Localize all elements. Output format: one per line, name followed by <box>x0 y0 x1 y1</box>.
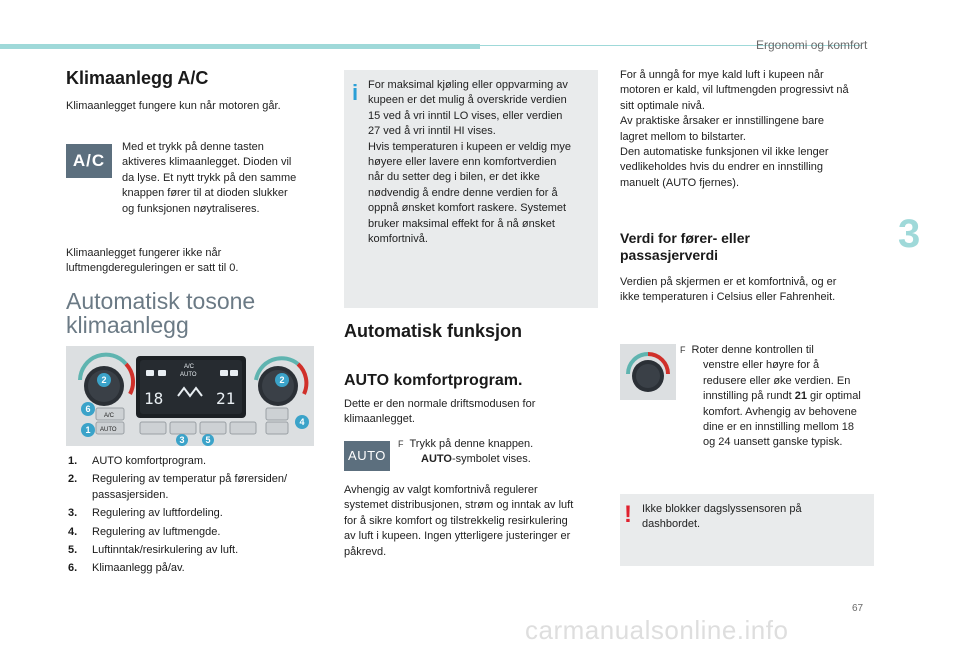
rotate-line: dine er en innstilling mellom 18 <box>703 421 855 434</box>
subtitle-auto-program: AUTO komfortprogram. <box>344 372 523 389</box>
section-title-dual-zone <box>66 289 255 337</box>
right-temp-display: 21 <box>216 389 236 408</box>
rotate-instruction <box>680 343 876 451</box>
info-line: nødvendig å endre denne verdien for å <box>368 186 558 199</box>
info-line: høyere eller lavere enn komfortverdien <box>368 156 557 169</box>
note-line: For å unngå for mye kald luft i kupeen når <box>620 69 824 81</box>
auto-notes <box>620 68 876 191</box>
callout-3: 3 <box>179 435 185 445</box>
press-line: Trykk på denne knappen. <box>409 438 534 450</box>
auto-intro <box>344 397 535 428</box>
running-title: Ergonomi og komfort <box>756 38 868 52</box>
info-line: komfortnivå. <box>368 233 428 246</box>
note-line: Av praktiske årsaker er innstillingene bare <box>620 115 825 128</box>
rotate-line: Roter denne kontrollen til <box>691 344 814 356</box>
auto-body-line: for å sikre komfort og tilstrekkelig resirkulering <box>344 514 568 527</box>
auto-symbol-label: AUTO <box>421 453 452 466</box>
rotate-line: komfort. Avhengig av behovene <box>703 405 857 418</box>
ac-text-line: da lyse. Et nytt trykk på den samme <box>122 171 297 184</box>
climate-control-panel-illustration <box>66 346 314 446</box>
legend-item: 3. Regulering av luftfordeling. <box>68 507 223 520</box>
watermark: carmanualsonline.info <box>525 615 789 645</box>
ac-description <box>122 140 318 217</box>
panel-drawing <box>66 346 314 446</box>
press-line-rest: -symbolet vises. <box>451 453 531 466</box>
info-line: Hvis temperaturen i kupeen er veldig mye <box>368 140 571 153</box>
chapter-number: 3 <box>898 212 921 256</box>
info-line: kupeen er det mulig å overskride verdien <box>368 94 567 107</box>
note-line: Den automatiske funksjonen vil ikke lenger <box>620 146 829 159</box>
rotate-line: innstilling på rundt <box>703 390 795 403</box>
info-line: 15 ved å vri inntil LO vises, eller verdien <box>368 109 563 122</box>
title-line: Verdi for fører- eller <box>620 230 750 246</box>
section-title-auto: Automatisk funksjon <box>344 321 523 341</box>
auto-intro-line: klimaanlegget. <box>344 413 415 426</box>
auto-intro-line: Dette er den normale driftsmodusen for <box>344 398 536 410</box>
panel-ac-button: A/C <box>104 413 115 419</box>
value-description <box>620 275 836 306</box>
header-accent-bar <box>0 44 480 49</box>
auto-body <box>344 483 604 560</box>
info-line: For maksimal kjøling eller oppvarming av <box>368 79 568 91</box>
legend-item: 6. Klimaanlegg på/av. <box>68 562 185 575</box>
ac-intro: Klimaanlegget fungere kun når motoren går. <box>66 100 281 112</box>
info-line: bruker maksimal effekt for å nå ønsket <box>368 217 555 230</box>
legend-item: 1. AUTO komfortprogram. <box>68 455 207 467</box>
ac-text-line: knappen fører til at dioden slukker <box>122 187 288 200</box>
rotate-line: venstre eller høyre for å <box>703 359 820 372</box>
auto-press-instruction <box>398 437 594 468</box>
title-line: Automatisk tosone <box>66 288 256 314</box>
warning-line: dashbordet. <box>642 518 701 531</box>
title-line: passasjerverdi <box>620 247 719 263</box>
desc-line: ikke temperaturen i Celsius eller Fahrenheit. <box>620 291 836 304</box>
auto-body-line: Avhengig av valgt komfortnivå regulerer <box>344 484 538 496</box>
rotate-line: og 24 uansett ganske typisk. <box>703 436 843 449</box>
legend-item: 4. Regulering av luftmengde. <box>68 525 221 538</box>
section-title-ac: Klimaanlegg A/C <box>66 68 209 88</box>
note-line: sitt optimale nivå. <box>620 99 705 112</box>
warning-line: Ikke blokker dagslyssensoren på <box>642 503 802 515</box>
info-line: oppnå ønsket komfort raskere. Systemet <box>368 202 567 215</box>
info-line: når du setter deg i bilen, er det ikke <box>368 171 540 184</box>
note-line: manuelt (AUTO fjernes). <box>620 176 740 189</box>
ac-note <box>66 246 238 277</box>
panel-auto-button: AUTO <box>100 427 117 433</box>
callout-2-right: 2 <box>279 375 285 385</box>
callout-4: 4 <box>299 417 305 427</box>
rotate-line: gir optimal <box>806 390 861 403</box>
warning-icon: ! <box>624 501 632 528</box>
section-title-value <box>620 230 750 264</box>
optimal-value: 21 <box>794 390 807 403</box>
callout-6: 6 <box>85 404 91 414</box>
title-line: klimaanlegg <box>66 312 189 338</box>
callout-2-left: 2 <box>101 375 107 385</box>
bullet-arrow-icon: F <box>398 439 404 449</box>
legend-item: 2. Regulering av temperatur på førersiden/ passasjersiden. <box>68 473 288 501</box>
warning-text <box>642 502 868 533</box>
desc-line: Verdien på skjermen er et komfortnivå, og er <box>620 276 837 288</box>
rotate-line: redusere eller øke verdien. En <box>703 374 851 387</box>
ac-text-line: og funksjonen nøytraliseres. <box>122 202 260 215</box>
bullet-arrow-icon: F <box>680 345 686 355</box>
info-text <box>368 78 594 247</box>
panel-ac-label: A/C <box>184 364 195 370</box>
note-line: vedlikeholdes hvis du endrer en innstilling <box>620 161 824 174</box>
auto-button-icon: AUTO <box>344 441 390 471</box>
auto-body-line: systemet distribusjonen, strøm og inntak av luft <box>344 499 574 512</box>
info-icon: i <box>352 80 359 105</box>
ac-note-line: Klimaanlegget fungerer ikke når <box>66 247 222 259</box>
callout-1: 1 <box>85 425 91 435</box>
note-line: lagret mellom to bilstarter. <box>620 130 746 143</box>
legend-item: 5. Luftinntak/resirkulering av luft. <box>68 544 239 557</box>
legend <box>68 454 318 580</box>
auto-body-line: av luft i kupeen. Ingen ytterligere justeringer er <box>344 530 571 543</box>
info-line: 27 ved å vri inntil HI vises. <box>368 125 496 138</box>
panel-auto-label: AUTO <box>180 372 197 378</box>
ac-text-line: aktiveres klimaanlegget. Dioden vil <box>122 156 292 169</box>
page-number: 67 <box>852 603 864 614</box>
knob-drawing <box>620 344 676 400</box>
temperature-knob-icon <box>620 344 676 400</box>
note-line: motoren er kald, vil luftmengden progressivt nå <box>620 84 849 97</box>
auto-body-line: påkrevd. <box>344 545 387 558</box>
left-temp-display: 18 <box>144 389 164 408</box>
ac-note-line: luftmengdereguleringen er satt til 0. <box>66 262 239 275</box>
ac-text-line: Med et trykk på denne tasten <box>122 141 264 153</box>
callout-5: 5 <box>205 435 211 445</box>
ac-button-icon: A/C <box>66 144 112 178</box>
